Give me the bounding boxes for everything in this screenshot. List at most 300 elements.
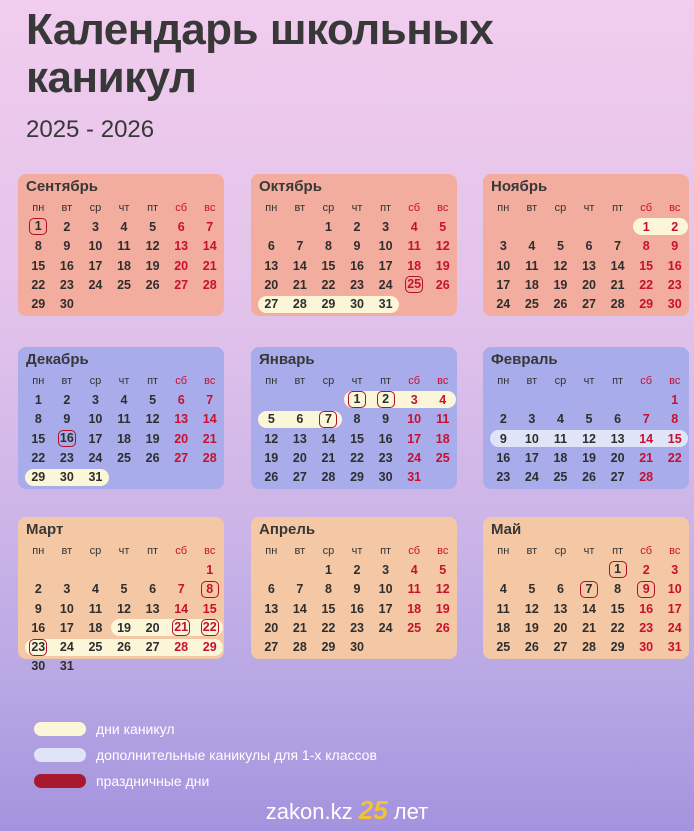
day-cell: 26 — [145, 277, 160, 292]
weekday-header: пн — [265, 201, 278, 214]
day-cell: 23 — [496, 470, 511, 485]
day-cell: 18 — [117, 258, 131, 273]
day-cell: 6 — [267, 239, 275, 254]
day-cell: 21 — [639, 450, 654, 465]
day-cell: 22 — [610, 620, 625, 635]
day-cell: 24 — [407, 450, 422, 465]
day-cell: 9 — [353, 239, 361, 254]
month-card — [251, 174, 457, 316]
day-cell: 11 — [117, 412, 131, 427]
day-cell: 30 — [31, 659, 46, 674]
day-cell: 22 — [321, 277, 336, 292]
weekday-header: вт — [526, 544, 538, 557]
legend-label: дополнительные каникулы для 1-х классов — [96, 747, 377, 763]
weekday-header: ср — [554, 374, 567, 387]
day-cell: 8 — [34, 412, 42, 427]
day-cell: 25 — [524, 297, 539, 312]
holiday-day: 23 — [29, 639, 47, 656]
day-cell: 7 — [296, 582, 304, 597]
day-cell: 16 — [31, 620, 46, 635]
month-card — [483, 174, 689, 316]
day-cell: 23 — [667, 277, 682, 292]
day-cell: 26 — [553, 297, 568, 312]
day-cell: 19 — [145, 431, 160, 446]
weekday-header: пт — [380, 374, 392, 387]
day-cell: 27 — [174, 277, 189, 292]
holiday-day: 1 — [348, 391, 366, 408]
weekday-header: вс — [437, 544, 449, 557]
day-cell: 30 — [350, 297, 364, 312]
day-cell: 15 — [31, 258, 46, 273]
day-cell: 10 — [378, 582, 393, 597]
day-cell: 21 — [321, 450, 336, 465]
day-cell: 22 — [321, 620, 336, 635]
day-cell: 6 — [296, 412, 304, 427]
holiday-day: 8 — [201, 581, 219, 598]
day-cell: 18 — [117, 431, 131, 446]
day-cell — [575, 581, 604, 598]
brand-suffix: лет — [393, 799, 429, 824]
day-cell: 24 — [59, 640, 74, 655]
weekday-header: чт — [583, 374, 595, 387]
day-cell: 2 — [353, 219, 361, 234]
weekday-header: чт — [351, 544, 363, 557]
day-cell: 24 — [524, 470, 539, 485]
month-name: Ноябрь — [491, 178, 548, 195]
day-cell: 26 — [435, 277, 450, 292]
day-cell: 11 — [88, 601, 103, 616]
day-cell: 18 — [524, 277, 539, 292]
day-cell: 5 — [149, 219, 157, 234]
day-cell: 5 — [439, 562, 447, 577]
day-cell: 14 — [639, 431, 654, 446]
day-cell: 20 — [174, 258, 189, 273]
footer-brand — [0, 795, 694, 826]
day-cell: 27 — [553, 640, 568, 655]
day-cell: 8 — [671, 412, 679, 427]
school-year: 2025 - 2026 — [26, 116, 155, 143]
holiday-day: 22 — [201, 619, 219, 636]
weekday-header: чт — [583, 201, 595, 214]
weekday-header: пн — [497, 374, 510, 387]
weekday-header: сб — [408, 201, 421, 214]
day-cell: 22 — [667, 450, 682, 465]
day-cell: 31 — [59, 659, 74, 674]
day-cell: 25 — [407, 620, 422, 635]
month-name: Февраль — [491, 351, 558, 368]
day-cell: 18 — [435, 431, 450, 446]
day-cell: 8 — [324, 239, 332, 254]
day-cell: 14 — [174, 601, 189, 616]
day-cell: 5 — [556, 239, 564, 254]
day-cell: 28 — [321, 470, 336, 485]
weekday-header: сб — [175, 544, 188, 557]
day-cell: 13 — [264, 258, 279, 273]
weekday-header: пт — [380, 201, 392, 214]
day-cell: 3 — [382, 219, 390, 234]
day-cell — [53, 430, 82, 447]
legend-swatch-red — [34, 774, 86, 788]
day-cell: 3 — [671, 562, 679, 577]
day-cell: 3 — [91, 392, 99, 407]
day-cell: 1 — [642, 219, 650, 234]
day-cell: 25 — [117, 450, 131, 465]
day-cell: 1 — [324, 219, 332, 234]
title-line-1: Календарь школьных — [26, 5, 494, 54]
day-cell: 15 — [610, 601, 625, 616]
legend-label: праздничные дни — [96, 773, 210, 789]
day-cell: 14 — [610, 258, 625, 273]
weekday-header: чт — [351, 201, 363, 214]
weekday-header: пт — [147, 544, 159, 557]
day-cell: 10 — [496, 258, 511, 273]
holiday-day: 25 — [405, 276, 423, 293]
day-cell: 12 — [553, 258, 568, 273]
day-cell — [24, 639, 53, 656]
day-cell: 10 — [88, 412, 103, 427]
day-cell: 8 — [34, 239, 42, 254]
day-cell: 2 — [63, 219, 71, 234]
day-cell: 20 — [174, 431, 189, 446]
day-cell: 20 — [145, 620, 160, 635]
day-cell: 17 — [378, 258, 393, 273]
day-cell: 6 — [177, 392, 185, 407]
day-cell — [195, 581, 224, 598]
day-cell: 3 — [410, 392, 418, 407]
weekday-header: чт — [118, 201, 130, 214]
day-cell: 5 — [528, 582, 536, 597]
day-cell: 5 — [120, 582, 128, 597]
weekday-header: вт — [294, 544, 306, 557]
month-days-grid — [257, 371, 457, 487]
day-cell: 10 — [378, 239, 393, 254]
day-cell: 29 — [639, 297, 654, 312]
day-cell: 4 — [439, 392, 447, 407]
month-name: Сентябрь — [26, 178, 98, 195]
title-line-2: каникул — [26, 53, 197, 102]
day-cell: 6 — [614, 412, 622, 427]
day-cell: 27 — [145, 640, 160, 655]
day-cell: 9 — [34, 601, 42, 616]
month-card — [483, 517, 689, 659]
day-cell: 11 — [553, 431, 568, 446]
day-cell: 13 — [174, 412, 189, 427]
day-cell: 19 — [553, 277, 568, 292]
weekday-header: ср — [322, 201, 335, 214]
day-cell: 2 — [671, 219, 679, 234]
day-cell: 19 — [145, 258, 160, 273]
day-cell: 29 — [31, 297, 46, 312]
day-cell: 4 — [410, 562, 418, 577]
day-cell: 25 — [435, 450, 450, 465]
day-cell: 14 — [321, 431, 336, 446]
day-cell: 29 — [321, 297, 336, 312]
weekday-header: чт — [118, 374, 130, 387]
day-cell: 22 — [639, 277, 654, 292]
day-cell: 14 — [202, 412, 217, 427]
day-cell: 13 — [174, 239, 189, 254]
day-cell: 25 — [88, 640, 103, 655]
weekday-header: ср — [322, 544, 335, 557]
day-cell: 19 — [117, 620, 131, 635]
day-cell: 18 — [88, 620, 103, 635]
day-cell: 15 — [321, 601, 336, 616]
day-cell: 17 — [378, 601, 393, 616]
weekday-header: пн — [497, 201, 510, 214]
day-cell: 21 — [582, 620, 596, 635]
day-cell — [167, 619, 196, 636]
month-name: Январь — [259, 351, 315, 368]
month-name: Март — [26, 521, 64, 538]
day-cell: 3 — [499, 239, 507, 254]
day-cell: 29 — [31, 470, 46, 485]
day-cell: 21 — [610, 277, 625, 292]
day-cell: 11 — [117, 239, 131, 254]
day-cell: 17 — [88, 431, 103, 446]
day-cell: 29 — [350, 470, 364, 485]
weekday-header: ср — [554, 544, 567, 557]
day-cell: 18 — [407, 258, 422, 273]
day-cell: 20 — [610, 450, 625, 465]
day-cell: 28 — [174, 640, 189, 655]
day-cell — [632, 581, 661, 598]
day-cell: 6 — [585, 239, 593, 254]
day-cell: 24 — [667, 620, 682, 635]
weekday-header: сб — [640, 374, 653, 387]
day-cell: 20 — [264, 620, 279, 635]
day-cell: 13 — [610, 431, 625, 446]
day-cell: 3 — [528, 412, 536, 427]
day-cell: 20 — [264, 277, 279, 292]
day-cell: 21 — [202, 258, 217, 273]
day-cell: 13 — [582, 258, 596, 273]
day-cell: 16 — [496, 450, 511, 465]
day-cell: 4 — [120, 392, 128, 407]
day-cell: 25 — [553, 470, 568, 485]
day-cell: 19 — [582, 450, 596, 465]
day-cell: 11 — [496, 601, 510, 616]
day-cell: 4 — [499, 582, 507, 597]
weekday-header: вт — [294, 201, 306, 214]
weekday-header: вт — [61, 544, 73, 557]
day-cell — [195, 619, 224, 636]
day-cell: 14 — [292, 601, 307, 616]
page-title — [26, 6, 493, 102]
weekday-header: ср — [554, 201, 567, 214]
day-cell: 28 — [292, 297, 307, 312]
day-cell: 5 — [439, 219, 447, 234]
day-cell: 8 — [324, 582, 332, 597]
weekday-header: вс — [669, 374, 681, 387]
day-cell: 1 — [34, 392, 42, 407]
day-cell: 1 — [324, 562, 332, 577]
day-cell: 7 — [206, 219, 214, 234]
legend — [34, 716, 377, 794]
month-name: Декабрь — [26, 351, 89, 368]
weekday-header: сб — [175, 201, 188, 214]
day-cell: 20 — [553, 620, 568, 635]
day-cell: 6 — [177, 219, 185, 234]
weekday-header: ср — [89, 374, 102, 387]
month-days-grid — [24, 371, 224, 487]
month-card — [18, 517, 224, 674]
day-cell: 26 — [117, 640, 131, 655]
month-days-grid — [257, 541, 457, 657]
day-cell: 11 — [407, 239, 421, 254]
day-cell: 24 — [378, 277, 393, 292]
day-cell: 16 — [350, 258, 364, 273]
weekday-header: вс — [669, 544, 681, 557]
legend-swatch-blue — [34, 748, 86, 762]
weekday-header: сб — [408, 544, 421, 557]
weekday-header: пт — [612, 201, 624, 214]
day-cell: 7 — [614, 239, 622, 254]
legend-item-holidays — [34, 768, 377, 794]
day-cell: 27 — [582, 297, 596, 312]
day-cell: 23 — [59, 450, 74, 465]
brand-name: zakon.kz — [265, 799, 353, 824]
weekday-header: пт — [380, 544, 392, 557]
day-cell: 10 — [88, 239, 103, 254]
day-cell: 17 — [667, 601, 682, 616]
day-cell: 12 — [435, 239, 450, 254]
day-cell: 8 — [353, 412, 361, 427]
day-cell: 4 — [528, 239, 536, 254]
weekday-header: пт — [612, 544, 624, 557]
month-card — [251, 517, 457, 659]
day-cell: 29 — [321, 640, 336, 655]
day-cell — [603, 561, 632, 578]
weekday-header: вт — [61, 374, 73, 387]
weekday-header: сб — [408, 374, 421, 387]
day-cell: 16 — [378, 431, 393, 446]
day-cell: 31 — [407, 470, 422, 485]
day-cell: 24 — [378, 620, 393, 635]
day-cell: 16 — [667, 258, 682, 273]
day-cell: 2 — [353, 562, 361, 577]
day-cell: 19 — [264, 450, 279, 465]
month-days-grid — [257, 198, 457, 314]
day-cell: 12 — [582, 431, 596, 446]
day-cell: 24 — [496, 297, 511, 312]
day-cell — [371, 391, 400, 408]
day-cell: 23 — [59, 277, 74, 292]
day-cell: 23 — [639, 620, 654, 635]
month-name: Апрель — [259, 521, 316, 538]
day-cell: 9 — [63, 412, 71, 427]
month-name: Май — [491, 521, 522, 538]
holiday-day: 9 — [637, 581, 655, 598]
day-cell: 4 — [556, 412, 564, 427]
month-card — [18, 347, 224, 489]
month-days-grid — [489, 198, 689, 314]
day-cell: 6 — [267, 582, 275, 597]
day-cell: 2 — [642, 562, 650, 577]
weekday-header: сб — [175, 374, 188, 387]
day-cell: 9 — [671, 239, 679, 254]
weekday-header: ср — [89, 201, 102, 214]
day-cell: 2 — [63, 392, 71, 407]
day-cell: 15 — [350, 431, 364, 446]
day-cell: 19 — [435, 258, 450, 273]
day-cell: 9 — [63, 239, 71, 254]
holiday-day: 7 — [580, 581, 598, 598]
day-cell: 17 — [88, 258, 103, 273]
day-cell: 1 — [206, 562, 214, 577]
day-cell: 26 — [582, 470, 596, 485]
day-cell: 30 — [59, 297, 74, 312]
day-cell: 30 — [378, 470, 393, 485]
month-name: Октябрь — [259, 178, 322, 195]
day-cell: 31 — [88, 470, 103, 485]
day-cell: 6 — [556, 582, 564, 597]
day-cell: 30 — [667, 297, 682, 312]
holiday-day: 21 — [172, 619, 190, 636]
day-cell: 7 — [206, 392, 214, 407]
day-cell: 12 — [145, 412, 160, 427]
day-cell: 31 — [667, 640, 682, 655]
weekday-header: пн — [265, 544, 278, 557]
day-cell: 27 — [264, 640, 279, 655]
day-cell: 12 — [524, 601, 539, 616]
day-cell: 3 — [91, 219, 99, 234]
weekday-header: ср — [322, 374, 335, 387]
day-cell: 10 — [407, 412, 422, 427]
day-cell: 27 — [264, 297, 279, 312]
day-cell: 24 — [88, 277, 103, 292]
weekday-header: пт — [147, 374, 159, 387]
weekday-header: ср — [89, 544, 102, 557]
day-cell: 26 — [264, 470, 279, 485]
day-cell: 8 — [614, 582, 622, 597]
legend-label: дни каникул — [96, 721, 175, 737]
month-days-grid — [24, 198, 224, 314]
day-cell — [314, 411, 343, 428]
day-cell: 20 — [292, 450, 307, 465]
weekday-header: чт — [583, 544, 595, 557]
day-cell: 30 — [350, 640, 364, 655]
day-cell: 4 — [120, 219, 128, 234]
holiday-day: 16 — [58, 430, 76, 447]
month-card — [251, 347, 457, 489]
brand-anniversary-number: 25 — [358, 795, 388, 825]
day-cell: 7 — [642, 412, 650, 427]
day-cell: 14 — [202, 239, 217, 254]
day-cell: 25 — [117, 277, 131, 292]
day-cell: 10 — [667, 582, 682, 597]
day-cell: 4 — [410, 219, 418, 234]
weekday-header: чт — [351, 374, 363, 387]
day-cell: 15 — [667, 431, 682, 446]
day-cell: 16 — [350, 601, 364, 616]
holiday-day: 7 — [319, 411, 337, 428]
day-cell: 29 — [202, 640, 217, 655]
day-cell: 23 — [350, 277, 364, 292]
weekday-header: вт — [294, 374, 306, 387]
day-cell: 19 — [524, 620, 539, 635]
day-cell: 27 — [174, 450, 189, 465]
day-cell: 28 — [202, 277, 217, 292]
weekday-header: сб — [640, 544, 653, 557]
weekday-header: вт — [61, 201, 73, 214]
day-cell: 14 — [292, 258, 307, 273]
day-cell — [24, 218, 53, 235]
day-cell — [343, 391, 372, 408]
day-cell: 10 — [524, 431, 539, 446]
day-cell: 26 — [145, 450, 160, 465]
day-cell: 27 — [292, 470, 307, 485]
weekday-header: пн — [32, 544, 45, 557]
